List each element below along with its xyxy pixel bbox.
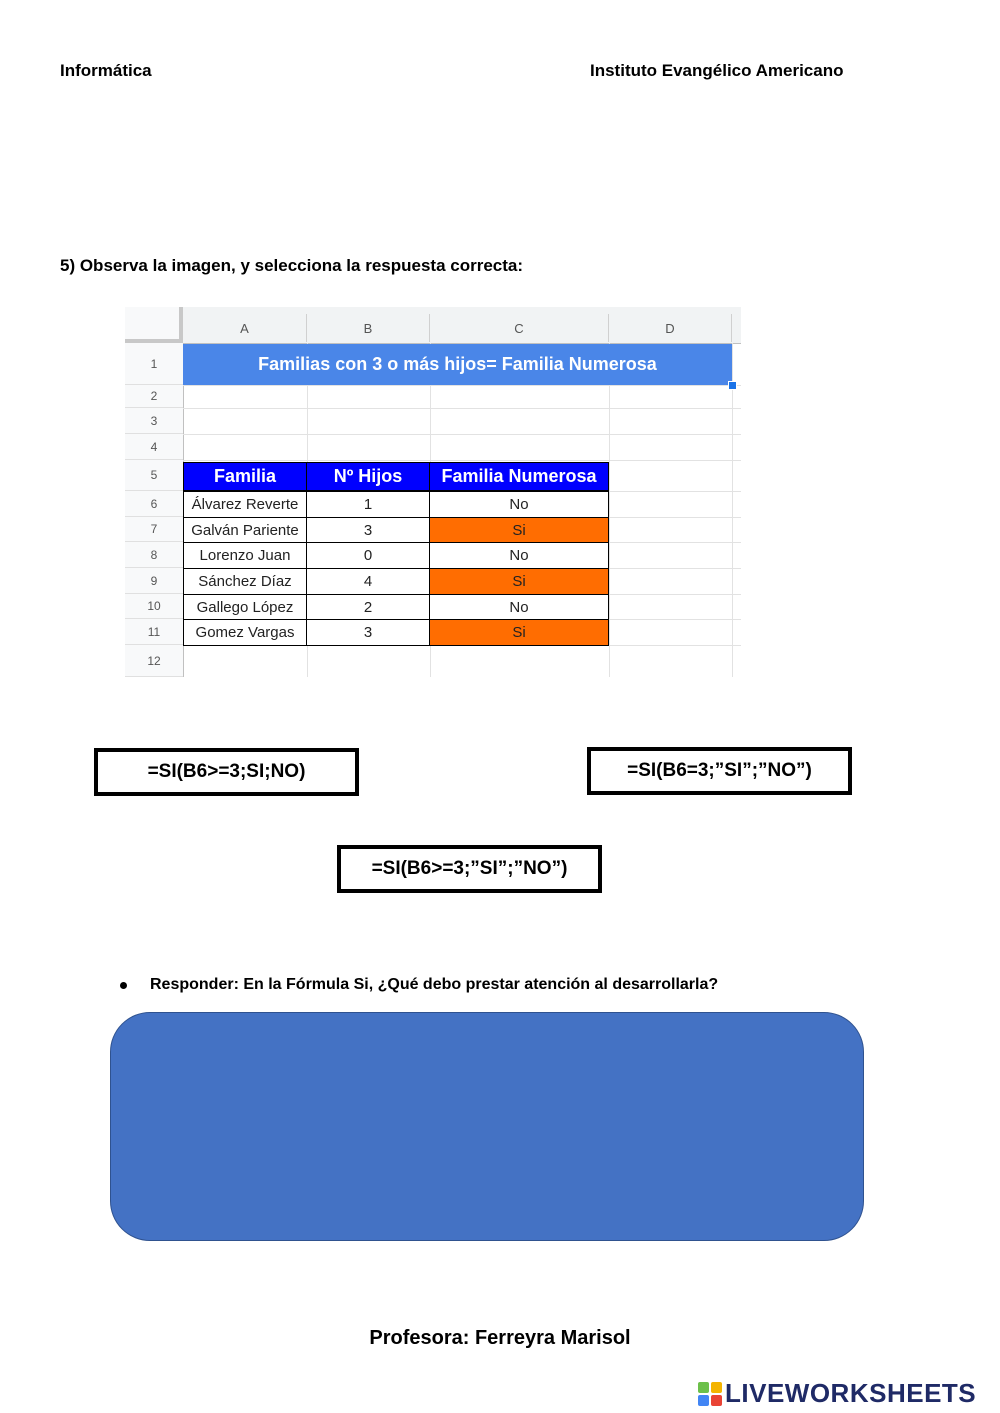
selection-handle — [728, 381, 737, 390]
row-header-3: 3 — [125, 408, 183, 434]
table-cell: Si — [429, 568, 609, 595]
gridline — [183, 460, 741, 461]
table-cell: 3 — [306, 517, 430, 543]
table-cell: Si — [429, 619, 609, 646]
table-cell: Gallego López — [183, 594, 307, 620]
answer-option-2[interactable]: =SI(B6=3;”SI”;”NO”) — [587, 747, 852, 795]
row-header-4: 4 — [125, 434, 183, 460]
table-header-numerosa: Familia Numerosa — [429, 462, 609, 491]
prompt-text: Responder: En la Fórmula Si, ¿Qué debo prestar atención al desarrollarla? — [150, 976, 719, 993]
row-header-7: 7 — [125, 517, 183, 542]
table-cell: 0 — [306, 542, 430, 569]
table-cell: No — [429, 594, 609, 620]
gridline — [609, 343, 610, 677]
column-header-b: B — [307, 314, 430, 342]
sheet-title: Familias con 3 o más hijos= Familia Numerosa — [183, 344, 732, 385]
school-name: Instituto Evangélico Americano — [590, 61, 844, 80]
watermark-text: LIVEWORKSHEETS — [725, 1378, 977, 1408]
liveworksheets-logo — [698, 1378, 976, 1409]
row-header-10: 10 — [125, 594, 183, 619]
table-cell: Álvarez Reverte — [183, 491, 307, 518]
liveworksheets-icon — [698, 1382, 722, 1406]
table-cell: Galván Pariente — [183, 517, 307, 543]
question-text: 5) Observa la imagen, y selecciona la respuesta correcta: — [60, 256, 524, 275]
table-header-familia: Familia — [183, 462, 307, 491]
row-header-6: 6 — [125, 491, 183, 517]
prompt-item — [120, 976, 718, 994]
gridline — [183, 385, 741, 386]
table-header-hijos: Nº Hijos — [306, 462, 430, 491]
column-header-d: D — [609, 314, 732, 342]
bullet-icon — [120, 982, 127, 989]
table-cell: 2 — [306, 594, 430, 620]
row-header-2: 2 — [125, 385, 183, 408]
column-header-c: C — [430, 314, 609, 342]
table-cell: No — [429, 491, 609, 518]
gridline — [183, 408, 741, 409]
table-cell: No — [429, 542, 609, 569]
gridline — [732, 343, 733, 677]
spreadsheet-image — [125, 307, 741, 677]
gridline — [183, 434, 741, 435]
table-cell: Gomez Vargas — [183, 619, 307, 646]
row-header-5: 5 — [125, 460, 183, 491]
table-cell: Lorenzo Juan — [183, 542, 307, 569]
row-header-9: 9 — [125, 568, 183, 594]
table-cell: Sánchez Díaz — [183, 568, 307, 595]
row-header-11: 11 — [125, 619, 183, 645]
column-header-a: A — [183, 314, 307, 342]
answer-option-1[interactable]: =SI(B6>=3;SI;NO) — [94, 748, 359, 796]
subject-label: Informática — [60, 61, 152, 80]
teacher-name: Profesora: Ferreyra Marisol — [369, 1327, 631, 1349]
table-cell: Si — [429, 517, 609, 543]
answer-textbox[interactable] — [110, 1012, 864, 1241]
row-header-1: 1 — [125, 343, 183, 385]
select-all-corner — [125, 307, 183, 343]
table-cell: 4 — [306, 568, 430, 595]
table-cell: 1 — [306, 491, 430, 518]
row-header-12: 12 — [125, 645, 183, 677]
answer-option-3[interactable]: =SI(B6>=3;”SI”;”NO”) — [337, 845, 602, 893]
row-header-8: 8 — [125, 542, 183, 568]
table-cell: 3 — [306, 619, 430, 646]
